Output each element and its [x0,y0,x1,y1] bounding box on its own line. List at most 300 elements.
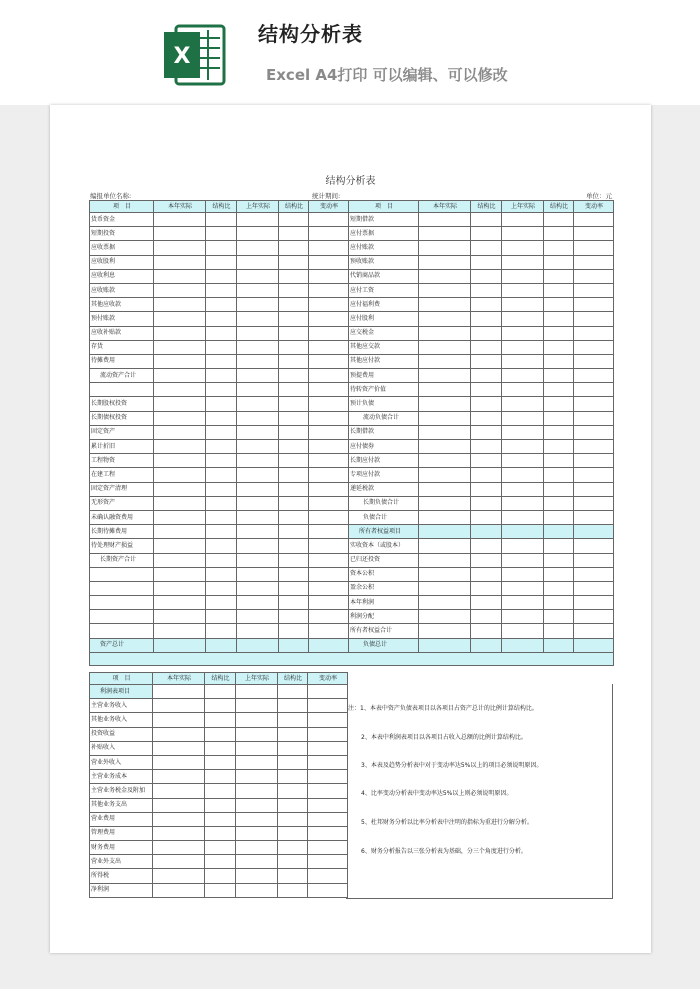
value-cell[interactable] [471,581,502,595]
value-cell[interactable] [471,383,502,397]
value-cell[interactable] [279,482,309,496]
value-cell[interactable] [308,812,348,826]
value-cell[interactable] [154,496,206,510]
value-cell[interactable] [544,383,574,397]
value-cell[interactable] [279,283,309,297]
value-cell[interactable] [279,624,309,638]
value-cell[interactable] [419,397,471,411]
value-cell[interactable] [471,496,502,510]
value-cell[interactable] [236,841,278,855]
value-cell[interactable] [279,397,309,411]
value-cell[interactable] [153,855,205,869]
value-cell[interactable] [419,596,471,610]
value-cell[interactable] [279,638,309,652]
value-cell[interactable] [278,770,308,784]
value-cell[interactable] [205,770,236,784]
value-cell[interactable] [574,383,614,397]
value-cell[interactable] [153,755,205,769]
value-cell[interactable] [502,283,544,297]
value-cell[interactable] [206,624,237,638]
value-cell[interactable] [154,241,206,255]
value-cell[interactable] [278,883,308,897]
value-cell[interactable] [236,855,278,869]
value-cell[interactable] [154,454,206,468]
value-cell[interactable] [154,468,206,482]
value-cell[interactable] [154,326,206,340]
value-cell[interactable] [502,411,544,425]
value-cell[interactable] [153,770,205,784]
value-cell[interactable] [237,567,279,581]
value-cell[interactable] [419,340,471,354]
value-cell[interactable] [419,553,471,567]
value-cell[interactable] [154,383,206,397]
value-cell[interactable] [502,468,544,482]
value-cell[interactable] [278,713,308,727]
value-cell[interactable] [309,425,349,439]
value-cell[interactable] [574,255,614,269]
value-cell[interactable] [471,525,502,539]
value-cell[interactable] [574,581,614,595]
value-cell[interactable] [279,553,309,567]
value-cell[interactable] [574,510,614,524]
value-cell[interactable] [205,812,236,826]
value-cell[interactable] [309,269,349,283]
value-cell[interactable] [279,510,309,524]
value-cell[interactable] [154,482,206,496]
value-cell[interactable] [574,525,614,539]
value-cell[interactable] [309,510,349,524]
value-cell[interactable] [471,425,502,439]
value-cell[interactable] [308,741,348,755]
value-cell[interactable] [206,425,237,439]
value-cell[interactable] [419,496,471,510]
value-cell[interactable] [544,298,574,312]
value-cell[interactable] [237,454,279,468]
value-cell[interactable] [279,496,309,510]
value-cell[interactable] [544,397,574,411]
value-cell[interactable] [502,269,544,283]
value-cell[interactable] [206,454,237,468]
value-cell[interactable] [206,525,237,539]
value-cell[interactable] [237,596,279,610]
value-cell[interactable] [237,525,279,539]
value-cell[interactable] [153,826,205,840]
value-cell[interactable] [236,883,278,897]
value-cell[interactable] [153,685,205,699]
value-cell[interactable] [502,539,544,553]
value-cell[interactable] [544,638,574,652]
value-cell[interactable] [308,727,348,741]
value-cell[interactable] [153,869,205,883]
value-cell[interactable] [419,326,471,340]
value-cell[interactable] [206,638,237,652]
value-cell[interactable] [206,269,237,283]
value-cell[interactable] [206,553,237,567]
value-cell[interactable] [544,241,574,255]
value-cell[interactable] [419,567,471,581]
value-cell[interactable] [471,255,502,269]
value-cell[interactable] [471,369,502,383]
value-cell[interactable] [471,454,502,468]
value-cell[interactable] [419,411,471,425]
value-cell[interactable] [309,596,349,610]
value-cell[interactable] [205,798,236,812]
value-cell[interactable] [278,685,308,699]
value-cell[interactable] [574,241,614,255]
value-cell[interactable] [574,227,614,241]
value-cell[interactable] [544,425,574,439]
value-cell[interactable] [205,755,236,769]
value-cell[interactable] [544,610,574,624]
value-cell[interactable] [471,624,502,638]
value-cell[interactable] [237,227,279,241]
value-cell[interactable] [502,340,544,354]
value-cell[interactable] [279,241,309,255]
value-cell[interactable] [237,241,279,255]
value-cell[interactable] [154,255,206,269]
value-cell[interactable] [544,340,574,354]
value-cell[interactable] [502,553,544,567]
value-cell[interactable] [237,496,279,510]
value-cell[interactable] [309,539,349,553]
value-cell[interactable] [574,624,614,638]
value-cell[interactable] [279,581,309,595]
value-cell[interactable] [502,482,544,496]
value-cell[interactable] [471,312,502,326]
value-cell[interactable] [308,798,348,812]
value-cell[interactable] [419,255,471,269]
value-cell[interactable] [502,298,544,312]
value-cell[interactable] [308,883,348,897]
value-cell[interactable] [237,397,279,411]
value-cell[interactable] [309,354,349,368]
value-cell[interactable] [237,269,279,283]
value-cell[interactable] [419,241,471,255]
value-cell[interactable] [544,454,574,468]
value-cell[interactable] [309,255,349,269]
value-cell[interactable] [236,770,278,784]
value-cell[interactable] [471,283,502,297]
value-cell[interactable] [153,784,205,798]
value-cell[interactable] [279,255,309,269]
value-cell[interactable] [278,826,308,840]
value-cell[interactable] [237,383,279,397]
value-cell[interactable] [544,510,574,524]
value-cell[interactable] [237,326,279,340]
value-cell[interactable] [471,468,502,482]
value-cell[interactable] [544,567,574,581]
value-cell[interactable] [471,213,502,227]
value-cell[interactable] [574,567,614,581]
value-cell[interactable] [574,411,614,425]
value-cell[interactable] [205,855,236,869]
value-cell[interactable] [236,826,278,840]
value-cell[interactable] [419,369,471,383]
value-cell[interactable] [205,869,236,883]
value-cell[interactable] [419,454,471,468]
value-cell[interactable] [153,741,205,755]
value-cell[interactable] [206,312,237,326]
value-cell[interactable] [544,440,574,454]
value-cell[interactable] [419,213,471,227]
value-cell[interactable] [419,468,471,482]
value-cell[interactable] [419,525,471,539]
value-cell[interactable] [154,525,206,539]
value-cell[interactable] [154,581,206,595]
value-cell[interactable] [279,440,309,454]
value-cell[interactable] [502,383,544,397]
value-cell[interactable] [154,425,206,439]
value-cell[interactable] [309,440,349,454]
value-cell[interactable] [544,525,574,539]
value-cell[interactable] [471,553,502,567]
value-cell[interactable] [279,213,309,227]
value-cell[interactable] [236,699,278,713]
value-cell[interactable] [419,581,471,595]
value-cell[interactable] [205,841,236,855]
value-cell[interactable] [237,340,279,354]
value-cell[interactable] [205,699,236,713]
value-cell[interactable] [279,383,309,397]
value-cell[interactable] [279,369,309,383]
value-cell[interactable] [544,269,574,283]
value-cell[interactable] [279,468,309,482]
value-cell[interactable] [153,727,205,741]
value-cell[interactable] [206,581,237,595]
value-cell[interactable] [278,741,308,755]
value-cell[interactable] [419,610,471,624]
value-cell[interactable] [544,213,574,227]
value-cell[interactable] [279,411,309,425]
value-cell[interactable] [308,699,348,713]
value-cell[interactable] [206,496,237,510]
value-cell[interactable] [153,713,205,727]
value-cell[interactable] [574,354,614,368]
value-cell[interactable] [309,468,349,482]
value-cell[interactable] [308,869,348,883]
value-cell[interactable] [309,482,349,496]
value-cell[interactable] [154,553,206,567]
value-cell[interactable] [544,482,574,496]
value-cell[interactable] [309,581,349,595]
value-cell[interactable] [574,596,614,610]
value-cell[interactable] [471,298,502,312]
value-cell[interactable] [544,581,574,595]
value-cell[interactable] [206,298,237,312]
value-cell[interactable] [574,539,614,553]
value-cell[interactable] [471,326,502,340]
value-cell[interactable] [309,383,349,397]
value-cell[interactable] [471,340,502,354]
value-cell[interactable] [237,425,279,439]
value-cell[interactable] [279,454,309,468]
value-cell[interactable] [309,397,349,411]
value-cell[interactable] [471,596,502,610]
value-cell[interactable] [237,468,279,482]
value-cell[interactable] [419,269,471,283]
value-cell[interactable] [544,312,574,326]
value-cell[interactable] [237,440,279,454]
value-cell[interactable] [279,298,309,312]
value-cell[interactable] [419,425,471,439]
value-cell[interactable] [502,624,544,638]
value-cell[interactable] [574,269,614,283]
value-cell[interactable] [237,369,279,383]
value-cell[interactable] [237,354,279,368]
value-cell[interactable] [278,798,308,812]
value-cell[interactable] [153,798,205,812]
value-cell[interactable] [574,369,614,383]
value-cell[interactable] [419,283,471,297]
value-cell[interactable] [502,454,544,468]
value-cell[interactable] [236,685,278,699]
value-cell[interactable] [419,510,471,524]
value-cell[interactable] [544,283,574,297]
value-cell[interactable] [544,227,574,241]
value-cell[interactable] [237,610,279,624]
value-cell[interactable] [206,255,237,269]
value-cell[interactable] [502,581,544,595]
value-cell[interactable] [309,213,349,227]
value-cell[interactable] [502,638,544,652]
value-cell[interactable] [154,610,206,624]
value-cell[interactable] [154,638,206,652]
value-cell[interactable] [502,369,544,383]
value-cell[interactable] [502,510,544,524]
value-cell[interactable] [574,298,614,312]
value-cell[interactable] [206,213,237,227]
value-cell[interactable] [278,855,308,869]
value-cell[interactable] [309,525,349,539]
value-cell[interactable] [278,755,308,769]
value-cell[interactable] [154,354,206,368]
value-cell[interactable] [206,539,237,553]
value-cell[interactable] [502,227,544,241]
value-cell[interactable] [309,326,349,340]
value-cell[interactable] [205,826,236,840]
value-cell[interactable] [205,784,236,798]
value-cell[interactable] [154,213,206,227]
value-cell[interactable] [308,713,348,727]
value-cell[interactable] [419,383,471,397]
value-cell[interactable] [309,553,349,567]
value-cell[interactable] [502,596,544,610]
value-cell[interactable] [206,241,237,255]
value-cell[interactable] [309,567,349,581]
value-cell[interactable] [471,610,502,624]
value-cell[interactable] [471,638,502,652]
value-cell[interactable] [278,699,308,713]
value-cell[interactable] [236,869,278,883]
value-cell[interactable] [279,354,309,368]
value-cell[interactable] [308,770,348,784]
value-cell[interactable] [154,369,206,383]
value-cell[interactable] [502,397,544,411]
value-cell[interactable] [544,369,574,383]
value-cell[interactable] [237,624,279,638]
value-cell[interactable] [154,624,206,638]
value-cell[interactable] [308,826,348,840]
value-cell[interactable] [278,869,308,883]
value-cell[interactable] [308,755,348,769]
value-cell[interactable] [279,227,309,241]
value-cell[interactable] [236,755,278,769]
value-cell[interactable] [419,312,471,326]
value-cell[interactable] [237,539,279,553]
value-cell[interactable] [236,727,278,741]
value-cell[interactable] [309,610,349,624]
value-cell[interactable] [279,340,309,354]
value-cell[interactable] [309,340,349,354]
value-cell[interactable] [502,610,544,624]
value-cell[interactable] [309,638,349,652]
value-cell[interactable] [471,227,502,241]
value-cell[interactable] [419,227,471,241]
value-cell[interactable] [309,624,349,638]
value-cell[interactable] [471,510,502,524]
value-cell[interactable] [471,354,502,368]
value-cell[interactable] [574,440,614,454]
value-cell[interactable] [236,784,278,798]
value-cell[interactable] [278,812,308,826]
value-cell[interactable] [205,713,236,727]
value-cell[interactable] [502,312,544,326]
value-cell[interactable] [308,784,348,798]
value-cell[interactable] [574,397,614,411]
value-cell[interactable] [153,699,205,713]
value-cell[interactable] [502,241,544,255]
value-cell[interactable] [544,326,574,340]
value-cell[interactable] [574,425,614,439]
value-cell[interactable] [206,510,237,524]
value-cell[interactable] [471,567,502,581]
value-cell[interactable] [308,855,348,869]
value-cell[interactable] [153,883,205,897]
value-cell[interactable] [154,411,206,425]
value-cell[interactable] [419,440,471,454]
value-cell[interactable] [544,553,574,567]
value-cell[interactable] [205,741,236,755]
value-cell[interactable] [205,883,236,897]
value-cell[interactable] [236,798,278,812]
value-cell[interactable] [206,340,237,354]
value-cell[interactable] [237,510,279,524]
value-cell[interactable] [544,468,574,482]
value-cell[interactable] [309,227,349,241]
value-cell[interactable] [154,397,206,411]
value-cell[interactable] [154,510,206,524]
value-cell[interactable] [237,553,279,567]
value-cell[interactable] [154,312,206,326]
value-cell[interactable] [309,369,349,383]
value-cell[interactable] [574,553,614,567]
value-cell[interactable] [206,440,237,454]
value-cell[interactable] [502,425,544,439]
value-cell[interactable] [419,638,471,652]
value-cell[interactable] [154,298,206,312]
value-cell[interactable] [206,468,237,482]
value-cell[interactable] [279,425,309,439]
value-cell[interactable] [278,784,308,798]
value-cell[interactable] [471,269,502,283]
value-cell[interactable] [154,340,206,354]
value-cell[interactable] [544,255,574,269]
value-cell[interactable] [237,638,279,652]
value-cell[interactable] [279,567,309,581]
value-cell[interactable] [574,213,614,227]
value-cell[interactable] [419,624,471,638]
value-cell[interactable] [471,397,502,411]
